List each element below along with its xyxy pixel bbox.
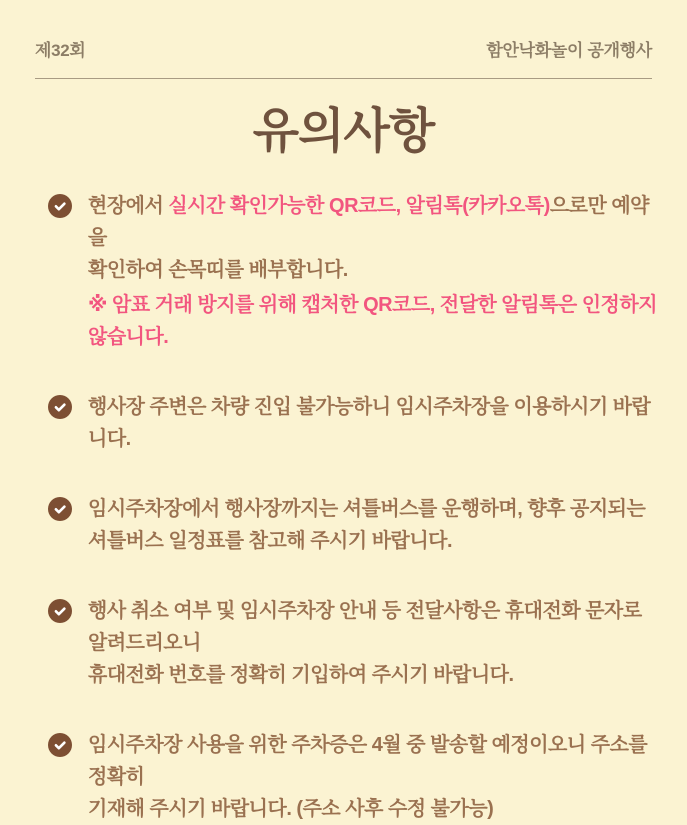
notice-line: 임시주차장 사용을 위한 주차증은 4월 중 발송할 예정이오니 주소를 정확히 xyxy=(88,734,648,788)
notice-line: 휴대전화 번호를 정확히 기입하여 주시기 바랍니다. xyxy=(88,664,514,686)
notice-text xyxy=(88,729,657,825)
notice-item-reservation xyxy=(48,190,657,353)
check-circle-icon xyxy=(48,733,72,757)
notice-line xyxy=(88,190,657,254)
notice-line: 기재해 주시기 바랍니다. (주소 사후 수정 불가능) xyxy=(88,798,494,820)
check-mark-icon xyxy=(53,502,67,516)
notice-line: 셔틀버스 일정표를 참고해 주시기 바랍니다. xyxy=(88,530,453,552)
check-circle-icon xyxy=(48,194,72,218)
notice-line-suffix: 으로만 예약을 xyxy=(88,195,650,249)
check-mark-icon xyxy=(53,199,67,213)
notice-line: 임시주차장에서 행사장까지는 셔틀버스를 운행하며, 향후 공지되는 xyxy=(88,498,646,520)
notice-item-sms-contact xyxy=(48,595,657,691)
page-title: 유의사항 xyxy=(252,105,435,158)
notice-text xyxy=(88,595,657,691)
check-mark-icon xyxy=(53,400,67,414)
notice-line: 행사장 주변은 차량 진입 불가능하니 임시주차장을 이용하시기 바랍니다. xyxy=(88,396,651,450)
notice-line-prefix: 현장에서 xyxy=(88,195,169,217)
check-circle-icon xyxy=(48,497,72,521)
check-circle-icon xyxy=(48,395,72,419)
notice-item-shuttle-bus xyxy=(48,493,657,557)
header xyxy=(35,0,652,79)
check-mark-icon xyxy=(53,738,67,752)
header-event-label: 함안낙화놀이 공개행사 xyxy=(486,41,652,60)
notice-warning-line: ※ 암표 거래 방지를 위해 캡처한 QR코드, 전달한 알림톡은 인정하지 않습니다. xyxy=(88,294,658,348)
notice-text xyxy=(88,391,657,455)
header-edition-label: 제32회 xyxy=(35,41,86,60)
notice-text xyxy=(88,493,645,557)
notice-line: 확인하여 손목띠를 배부합니다. xyxy=(88,259,348,281)
check-circle-icon xyxy=(48,599,72,623)
notice-line: 행사 취소 여부 및 임시주차장 안내 등 전달사항은 휴대전화 문자로 알려드리오니 xyxy=(88,600,642,654)
notice-item-no-vehicle xyxy=(48,391,657,455)
notice-text xyxy=(88,190,657,353)
check-mark-icon xyxy=(53,604,67,618)
notice-item-parking-pass xyxy=(48,729,657,825)
notice-line-highlight: 실시간 확인가능한 QR코드, 알림톡(카카오톡) xyxy=(168,195,550,217)
notice-list xyxy=(48,190,657,825)
